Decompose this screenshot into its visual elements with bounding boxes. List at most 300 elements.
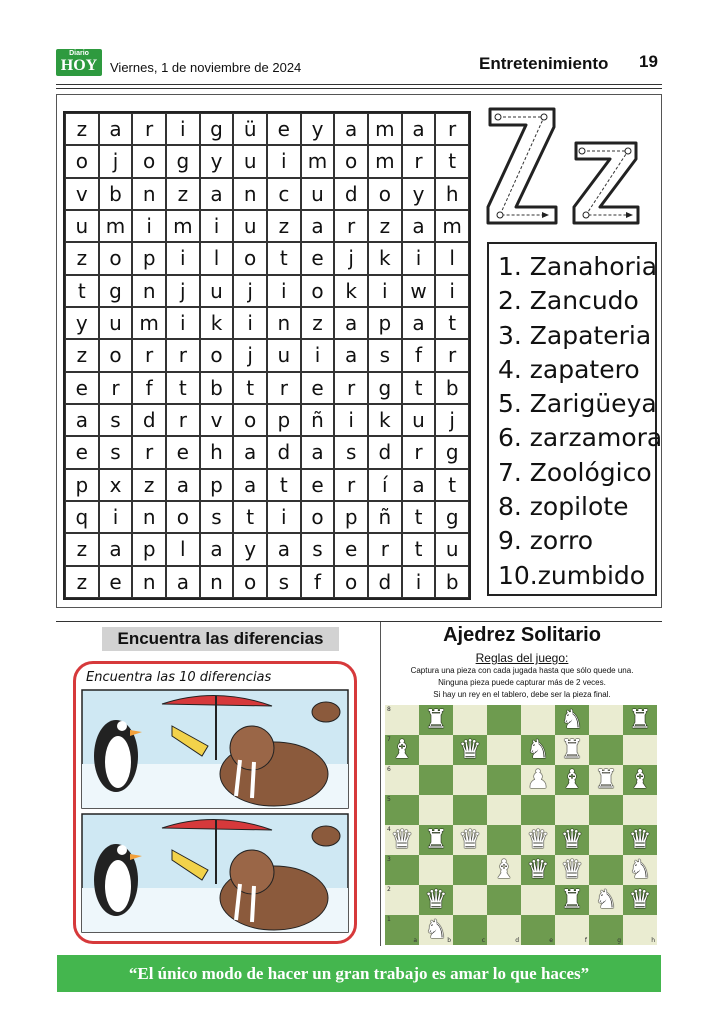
grid-cell: w [402,275,436,307]
grid-cell: r [402,436,436,468]
grid-cell: u [435,533,469,565]
word-list-item: 6. zarzamora [498,423,663,453]
rank-label: 1 [387,916,391,923]
grid-cell: e [301,372,335,404]
grid-cell: m [166,210,200,242]
chess-piece: ♝ [560,765,584,795]
chess-square [385,915,419,945]
grid-cell: n [132,275,166,307]
file-label: g [617,937,621,944]
grid-cell: j [233,275,267,307]
grid-cell: r [435,113,469,145]
grid-cell: n [267,307,301,339]
grid-cell: p [132,533,166,565]
grid-cell: h [435,178,469,210]
grid-cell: i [402,566,436,598]
grid-cell: m [99,210,133,242]
chess-piece: ♞ [560,705,584,735]
chess-square [453,915,487,945]
grid-cell: r [132,339,166,371]
grid-cell: a [233,436,267,468]
grid-cell: p [267,404,301,436]
grid-cell: r [267,372,301,404]
chess-square [555,795,589,825]
grid-cell: p [65,469,99,501]
grid-cell: o [233,566,267,598]
chess-piece: ♜ [594,765,618,795]
header-rule [56,84,662,85]
grid-cell: p [132,242,166,274]
grid-cell: a [200,178,234,210]
grid-cell: l [166,533,200,565]
grid-cell: s [368,339,402,371]
grid-cell: d [334,178,368,210]
grid-cell: z [166,178,200,210]
chess-square [487,885,521,915]
grid-cell: a [334,339,368,371]
grid-cell: e [65,372,99,404]
grid-cell: a [200,533,234,565]
grid-cell: o [233,242,267,274]
grid-cell: i [267,145,301,177]
grid-cell: g [200,113,234,145]
grid-cell: z [65,339,99,371]
chess-square [385,825,419,855]
word-list-item: 2. Zancudo [498,286,639,316]
grid-cell: u [233,145,267,177]
chess-piece: ♛ [458,735,482,765]
differences-illustration [73,661,357,944]
chess-square [419,915,453,945]
chess-square [555,855,589,885]
logo-big-text: HOY [60,57,98,74]
grid-cell: u [99,307,133,339]
chess-square [419,735,453,765]
differences-banner: Encuentra las 10 diferencias [86,670,272,685]
chess-square [419,855,453,885]
word-list-item: 5. Zarigüeya [498,389,657,419]
chess-piece: ♜ [560,885,584,915]
grid-cell: a [402,210,436,242]
chess-square [487,735,521,765]
grid-cell: y [200,145,234,177]
grid-cell: r [166,339,200,371]
chess-square [385,795,419,825]
chess-square [453,705,487,735]
grid-cell: t [435,469,469,501]
chess-piece: ♞ [594,885,618,915]
chess-piece: ♛ [560,825,584,855]
grid-cell: l [435,242,469,274]
grid-cell: e [334,533,368,565]
grid-cell: ñ [301,404,335,436]
grid-cell: a [99,113,133,145]
chess-square [419,765,453,795]
grid-cell: ü [233,113,267,145]
grid-cell: z [65,533,99,565]
chess-square [385,765,419,795]
chess-square [521,885,555,915]
grid-cell: i [166,242,200,274]
grid-cell: t [267,242,301,274]
chess-square [453,885,487,915]
grid-cell: k [334,275,368,307]
grid-cell: a [301,436,335,468]
grid-cell: r [99,372,133,404]
grid-cell: t [402,372,436,404]
grid-cell: o [99,339,133,371]
chess-square [521,705,555,735]
grid-cell: a [65,404,99,436]
grid-cell: u [233,210,267,242]
grid-cell: y [233,533,267,565]
grid-cell: v [200,404,234,436]
column-divider [380,622,381,946]
file-label: h [651,937,655,944]
grid-cell: q [65,501,99,533]
grid-cell: f [132,372,166,404]
scene-bottom [82,814,348,932]
chess-square [385,885,419,915]
word-list-item: 1. Zanahoria [498,252,658,281]
differences-title: Encuentra las diferencias [102,627,339,651]
grid-cell: f [301,566,335,598]
grid-cell: r [334,210,368,242]
chess-piece: ♛ [424,885,448,915]
chess-square [623,885,657,915]
grid-cell: i [435,275,469,307]
grid-cell: h [200,436,234,468]
grid-cell: b [200,372,234,404]
chess-title: Ajedrez Solitario [443,624,601,646]
chess-board [385,705,657,945]
grid-cell: i [368,275,402,307]
file-label: b [447,937,451,944]
chess-piece: ♛ [458,825,482,855]
chess-square [453,855,487,885]
chess-piece: ♟ [526,765,550,795]
grid-cell: s [267,566,301,598]
grid-cell: n [132,501,166,533]
grid-cell: d [267,436,301,468]
chess-square [521,765,555,795]
file-label: a [413,937,417,944]
chess-square [555,825,589,855]
grid-cell: t [166,372,200,404]
uppercase-z [488,109,556,223]
chess-rule-3: Si hay un rey en el tablero, debe ser la pieza final. [433,690,611,699]
grid-cell: y [65,307,99,339]
grid-cell: o [334,566,368,598]
grid-cell: u [65,210,99,242]
grid-cell: í [368,469,402,501]
chess-square [589,735,623,765]
grid-cell: o [200,339,234,371]
grid-cell: b [435,372,469,404]
chess-piece: ♜ [424,705,448,735]
rank-label: 5 [387,796,391,803]
chess-square [623,735,657,765]
chess-square [419,825,453,855]
rank-label: 8 [387,706,391,713]
chess-piece: ♞ [628,855,652,885]
chess-square [453,765,487,795]
grid-cell: n [233,178,267,210]
grid-cell: j [233,339,267,371]
grid-cell: s [99,404,133,436]
grid-cell: g [368,372,402,404]
grid-cell: o [301,275,335,307]
rank-label: 3 [387,856,391,863]
chess-square [521,855,555,885]
chess-piece: ♛ [390,825,414,855]
grid-cell: s [301,533,335,565]
grid-cell: r [334,469,368,501]
chess-square [487,765,521,795]
grid-cell: n [132,178,166,210]
grid-cell: a [267,533,301,565]
chess-rules-title: Reglas del juego: [475,651,569,665]
header-rule-2 [56,88,662,89]
chess-square [453,825,487,855]
chess-square [555,765,589,795]
grid-cell: e [99,566,133,598]
word-search-grid [63,111,471,600]
grid-cell: t [65,275,99,307]
chess-square [487,855,521,885]
chess-piece: ♛ [628,825,652,855]
word-list-item: 3. Zapateria [498,320,652,350]
grid-cell: c [267,178,301,210]
penguin-walrus-scenes [76,664,354,941]
grid-cell: a [233,469,267,501]
chess-piece: ♛ [628,885,652,915]
chess-square [453,735,487,765]
rank-label: 4 [387,826,391,833]
grid-cell: a [99,533,133,565]
grid-cell: k [368,404,402,436]
word-list [487,242,663,596]
rank-label: 6 [387,766,391,773]
chess-square [589,855,623,885]
grid-cell: b [99,178,133,210]
chess-square [623,765,657,795]
chess-square [623,915,657,945]
grid-cell: i [301,339,335,371]
grid-cell: z [65,242,99,274]
chess-square [487,915,521,945]
chess-square [487,795,521,825]
file-label: d [515,937,519,944]
word-list-item: 9. zorro [498,526,594,556]
grid-cell: i [334,404,368,436]
grid-cell: o [132,145,166,177]
grid-cell: j [435,404,469,436]
section-title: Entretenimiento [479,54,609,73]
grid-cell: e [267,113,301,145]
word-list-item: 7. Zoológico [498,457,652,487]
file-label: f [584,937,587,944]
chess-square [521,825,555,855]
grid-cell: o [99,242,133,274]
grid-cell: r [435,339,469,371]
chess-piece: ♝ [492,855,516,885]
chess-square [589,825,623,855]
chess-square [623,825,657,855]
chess-square [419,795,453,825]
chess-square [521,735,555,765]
chess-square [385,735,419,765]
chess-square [589,705,623,735]
grid-cell: a [402,113,436,145]
grid-cell: g [166,145,200,177]
grid-cell: t [435,307,469,339]
grid-cell: y [402,178,436,210]
grid-cell: v [65,178,99,210]
grid-cell: x [99,469,133,501]
grid-cell: d [368,436,402,468]
chess-square [589,885,623,915]
grid-cell: g [435,436,469,468]
word-list-item: 10.zumbido [498,560,646,590]
grid-cell: m [301,145,335,177]
rank-label: 7 [387,736,391,743]
grid-cell: u [200,275,234,307]
chess-rule-1: Captura una pieza con cada jugada hasta que sólo quede una. [410,666,634,675]
grid-cell: e [301,469,335,501]
grid-cell: z [65,566,99,598]
grid-cell: m [368,113,402,145]
grid-cell: t [233,372,267,404]
issue-date: Viernes, 1 de noviembre de 2024 [110,60,302,75]
grid-cell: o [65,145,99,177]
grid-cell: z [65,113,99,145]
chess-square [521,795,555,825]
grid-cell: p [368,307,402,339]
newspaper-logo [56,49,102,76]
grid-cell: p [334,501,368,533]
grid-cell: e [65,436,99,468]
grid-cell: s [99,436,133,468]
chess-rule-2: Ninguna pieza puede capturar más de 2 veces. [438,678,606,687]
grid-cell: j [166,275,200,307]
grid-cell: a [402,469,436,501]
chess-square [589,915,623,945]
grid-cell: t [267,469,301,501]
grid-cell: b [435,566,469,598]
chess-square [419,705,453,735]
grid-cell: a [166,469,200,501]
grid-cell: o [233,404,267,436]
word-list-item: 8. zopilote [498,492,629,522]
grid-cell: t [402,533,436,565]
grid-cell: g [435,501,469,533]
chess-square [487,705,521,735]
page-number: 19 [639,52,658,71]
chess-piece: ♛ [526,825,550,855]
scene-top [82,690,348,808]
grid-cell: u [267,339,301,371]
grid-cell: r [402,145,436,177]
grid-cell: i [233,307,267,339]
grid-cell: i [267,501,301,533]
chess-square [419,885,453,915]
chess-square [623,705,657,735]
grid-cell: a [402,307,436,339]
rank-label: 2 [387,886,391,893]
grid-cell: z [132,469,166,501]
grid-cell: a [334,307,368,339]
grid-cell: s [334,436,368,468]
grid-cell: i [402,242,436,274]
grid-cell: r [368,533,402,565]
grid-cell: n [132,566,166,598]
grid-cell: z [267,210,301,242]
grid-cell: n [200,566,234,598]
chess-square [589,795,623,825]
grid-cell: r [334,372,368,404]
chess-piece: ♛ [560,855,584,885]
grid-cell: z [301,307,335,339]
grid-cell: f [402,339,436,371]
grid-cell: s [200,501,234,533]
chess-square [453,795,487,825]
grid-cell: j [99,145,133,177]
grid-cell: o [368,178,402,210]
grid-cell: e [166,436,200,468]
chess-square [521,915,555,945]
grid-cell: m [368,145,402,177]
chess-piece: ♝ [628,765,652,795]
grid-cell: a [301,210,335,242]
grid-cell: e [301,242,335,274]
grid-cell: o [166,501,200,533]
chess-square [623,855,657,885]
grid-cell: r [132,436,166,468]
chess-square [589,765,623,795]
grid-cell: m [132,307,166,339]
chess-piece: ♜ [560,735,584,765]
grid-cell: i [166,307,200,339]
grid-cell: r [166,404,200,436]
grid-cell: t [402,501,436,533]
grid-cell: p [200,469,234,501]
grid-cell: i [99,501,133,533]
chess-square [623,795,657,825]
chess-piece: ♜ [628,705,652,735]
grid-cell: z [368,210,402,242]
grid-cell: ñ [368,501,402,533]
letter-z-tracing-graphic [482,103,642,228]
chess-square [487,825,521,855]
quote-banner: “El único modo de hacer un gran trabajo es amar lo que haces” [57,955,661,992]
grid-cell: t [233,501,267,533]
grid-cell: i [166,113,200,145]
grid-cell: r [132,113,166,145]
logo-small-text: Diario [69,50,89,57]
chess-square [555,915,589,945]
file-label: e [549,937,553,944]
chess-square [555,705,589,735]
section-rule [56,621,662,622]
grid-cell: k [368,242,402,274]
chess-piece: ♛ [526,855,550,885]
chess-piece: ♞ [424,915,448,945]
grid-cell: g [99,275,133,307]
grid-cell: i [132,210,166,242]
grid-cell: o [301,501,335,533]
grid-cell: a [334,113,368,145]
